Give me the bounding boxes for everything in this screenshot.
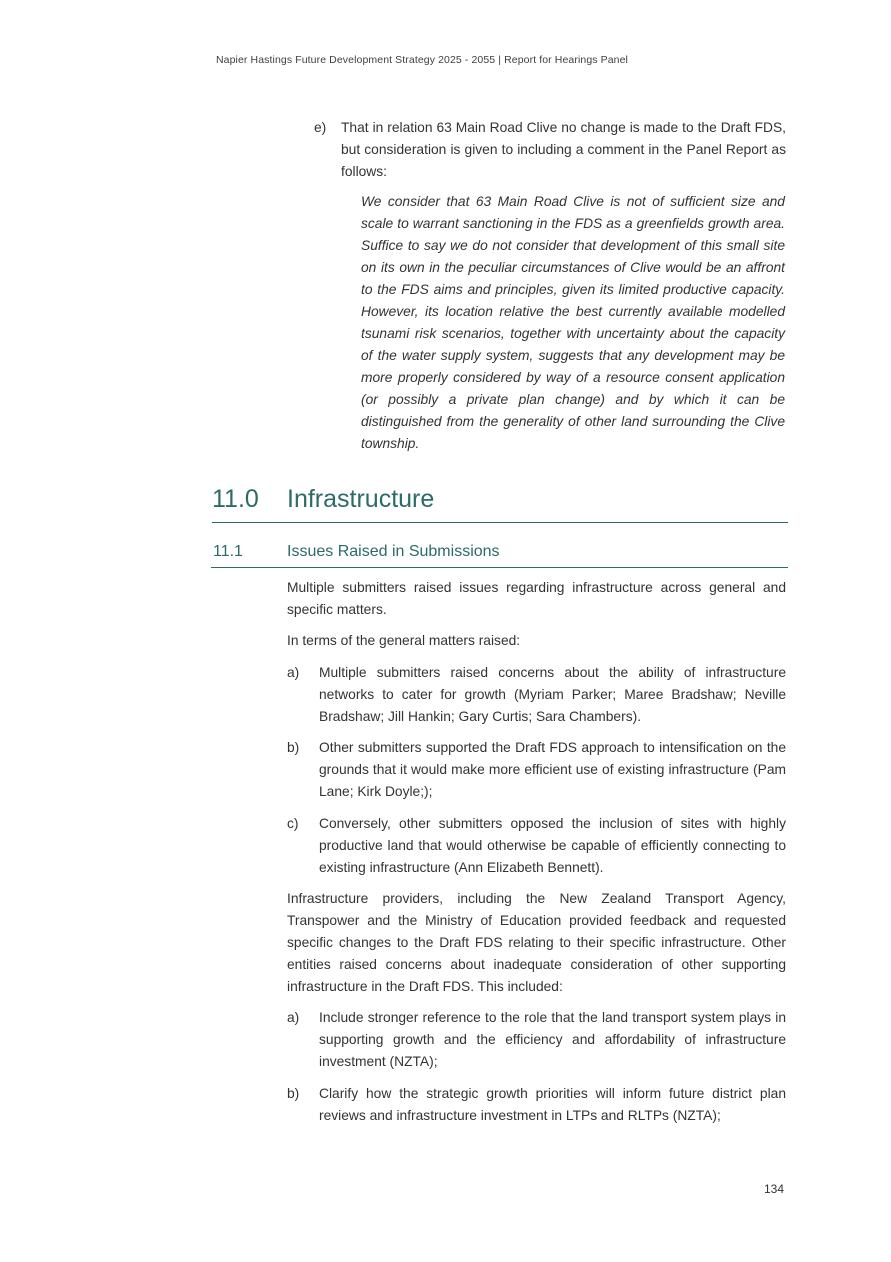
- section-number: 11.0: [212, 485, 259, 513]
- subsection-heading: [211, 543, 788, 568]
- list-marker: b): [287, 1086, 300, 1101]
- subsection-title: Issues Raised in Submissions: [287, 543, 500, 560]
- list-item: [287, 662, 786, 728]
- recommendation-item: [314, 117, 786, 183]
- list-item-text: Conversely, other submitters opposed the inclusion of sites with highly productive land that would otherwise be capable of efficiently connecting to existing infrastructure (Ann Elizabeth Bennett).: [319, 816, 786, 875]
- list-item-text: Other submitters supported the Draft FDS approach to intensification on the grounds that it would make more efficient use of existing infrastructure (Pam Lane; Kirk Doyle;);: [319, 740, 786, 799]
- recommendation-text: That in relation 63 Main Road Clive no change is made to the Draft FDS, but consideration is given to including a comment in the Panel Report as follows:: [341, 120, 786, 179]
- section-title: Infrastructure: [287, 485, 435, 513]
- providers-paragraph: Infrastructure providers, including the New Zealand Transport Agency, Transpower and the Ministry of Education provided feedback and requested specific changes to the Draft FDS relating to their specific infrastructure. Other entities raised concerns about inadequate consideration of other supporting infrastructure in the Draft FDS. This included:: [287, 891, 786, 994]
- intro-paragraph: Multiple submitters raised issues regarding infrastructure across general and specific matters.: [287, 580, 786, 617]
- list-item: [287, 1083, 786, 1127]
- list-item: [287, 1007, 786, 1073]
- list-marker: b): [287, 740, 300, 755]
- list-item: [287, 737, 786, 803]
- list-item-text: Clarify how the strategic growth priorities will inform future district plan reviews and infrastructure investment in LTPs and RLTPs (NZTA);: [319, 1086, 786, 1123]
- general-lead-paragraph: In terms of the general matters raised:: [287, 633, 521, 648]
- running-header: Napier Hastings Future Development Strategy 2025 - 2055 | Report for Hearings Panel: [216, 54, 628, 66]
- list-marker: a): [287, 665, 300, 680]
- list-marker: a): [287, 1010, 300, 1025]
- page-number: 134: [764, 1182, 785, 1196]
- list-marker: c): [287, 816, 299, 831]
- subsection-number: 11.1: [213, 543, 243, 560]
- panel-report-quote: We consider that 63 Main Road Clive is not of sufficient size and scale to warrant sanctioning in the FDS as a greenfields growth area. Suffice to say we do not consider that development of this small site on its own in the peculiar circumstances of Clive would be an affront to the FDS aims and principles, given its limited productive capacity. However, its location relative the best currently available modelled tsunami risk scenarios, together with uncertainty about the capacity of the water supply system, suggests that any development may be more properly considered by way of a resource consent application (or possibly a private plan change) and by which it can be distinguished from the generality of other land surrounding the Clive township.: [361, 194, 785, 451]
- list-item-text: Include stronger reference to the role that the land transport system plays in supporting growth and the efficiency and affordability of infrastructure investment (NZTA);: [319, 1010, 786, 1069]
- list-marker: e): [314, 120, 327, 135]
- section-heading: [212, 485, 788, 523]
- list-item: [287, 813, 786, 879]
- list-item-text: Multiple submitters raised concerns about the ability of infrastructure networks to cater for growth (Myriam Parker; Maree Bradshaw; Neville Bradshaw; Jill Hankin; Gary Curtis; Sara Chambers).: [319, 665, 786, 724]
